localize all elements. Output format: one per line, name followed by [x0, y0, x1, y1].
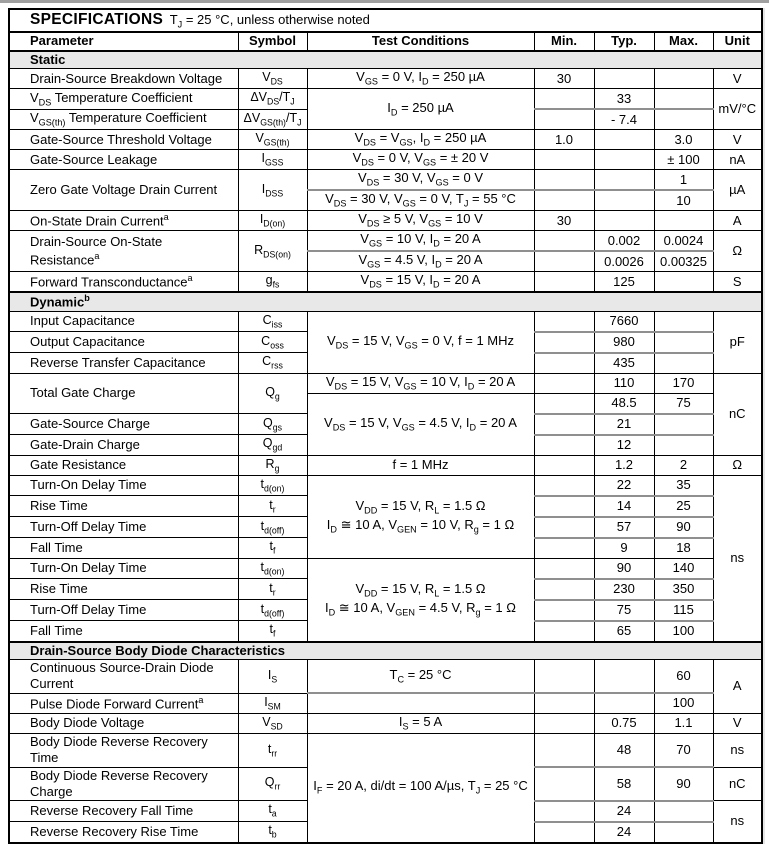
cell-min: [534, 822, 594, 843]
cell-unit: A: [713, 660, 762, 714]
cell-min: [534, 714, 594, 734]
cell-max: [654, 435, 713, 456]
cell-typ: [594, 130, 654, 150]
cell-typ: [594, 190, 654, 211]
cell-typ: 22: [594, 475, 654, 496]
cell-min: [534, 693, 594, 714]
cell-sym: $t_f$: [238, 621, 307, 642]
cell-param: Output Capacitance: [9, 332, 238, 353]
table-row: [9, 69, 762, 89]
cell-max: 3.0: [654, 130, 713, 150]
cell-typ: 7660: [594, 311, 654, 332]
cell-max: 100: [654, 621, 713, 642]
table-row: [9, 373, 762, 393]
cell-max: [654, 822, 713, 843]
table-row: [9, 455, 762, 475]
cell-param: Reverse Transfer Capacitance: [9, 353, 238, 374]
cell-param: Gate-Drain Charge: [9, 435, 238, 456]
cell-max: 1.1: [654, 714, 713, 734]
table-title-cell: [9, 9, 762, 32]
cell-cond: $V_{DS} = 30$ V, $V_{GS} = 0$ V, $T_J = 55$ °C: [307, 190, 534, 211]
cell-param: Body Diode Reverse Recovery Time: [9, 734, 238, 768]
table-row: [9, 170, 762, 191]
cell-max: [654, 801, 713, 822]
cell-min: [534, 455, 594, 475]
cell-min: [534, 170, 594, 191]
spec-table-body: [9, 51, 762, 843]
cell-unit: V: [713, 714, 762, 734]
cell-unit: pF: [713, 311, 762, 373]
cell-param: Drain-Source On-State Resistance$^a$: [9, 231, 238, 272]
cell-min: [534, 767, 594, 801]
cell-min: [534, 475, 594, 496]
cell-typ: 24: [594, 822, 654, 843]
cell-cond: $V_{GS} = 0$ V, $I_D = 250$ µA: [307, 69, 534, 89]
cell-unit: ns: [713, 734, 762, 768]
cell-cond: $V_{GS} = 4.5$ V, $I_D = 20$ A: [307, 251, 534, 272]
cell-max: 170: [654, 373, 713, 393]
cell-min: [534, 89, 594, 110]
cell-param: Input Capacitance: [9, 311, 238, 332]
cell-unit: ns: [713, 801, 762, 843]
cell-min: [534, 251, 594, 272]
table-row: [9, 211, 762, 231]
title-row: [9, 9, 762, 32]
cell-unit: mV/°C: [713, 89, 762, 130]
cell-param: Rise Time: [9, 579, 238, 600]
cell-sym: $t_a$: [238, 801, 307, 822]
cell-cond: $T_C = 25$ °C: [307, 660, 534, 694]
cell-typ: 435: [594, 353, 654, 374]
cell-unit: S: [713, 272, 762, 293]
cell-param: Turn-Off Delay Time: [9, 517, 238, 538]
cell-unit: V: [713, 130, 762, 150]
cell-sym: $Q_g$: [238, 373, 307, 414]
cell-sym: $Q_{gd}$: [238, 435, 307, 456]
cell-max: 60: [654, 660, 713, 694]
cell-min: [534, 435, 594, 456]
section-label: Drain-Source Body Diode Characteristics: [9, 642, 762, 660]
cell-max: ± 100: [654, 150, 713, 170]
cell-cond: $I_D = 250$ µA: [307, 89, 534, 130]
cell-max: 115: [654, 600, 713, 621]
section-label: Dynamic$^b$: [9, 292, 762, 311]
cell-sym: $\Delta V_{GS(th)}/T_J$: [238, 109, 307, 130]
cell-sym: $\Delta V_{DS}/T_J$: [238, 89, 307, 110]
cell-sym: $t_{d(off)}$: [238, 600, 307, 621]
cell-typ: 0.75: [594, 714, 654, 734]
cell-min: [534, 190, 594, 211]
cell-min: 1.0: [534, 130, 594, 150]
cell-min: [534, 600, 594, 621]
cell-param: Continuous Source-Drain Diode Current: [9, 660, 238, 694]
cell-unit: nC: [713, 373, 762, 455]
cell-min: [534, 373, 594, 393]
table-row: [9, 558, 762, 579]
cell-param: Total Gate Charge: [9, 373, 238, 414]
cell-typ: 0.0026: [594, 251, 654, 272]
cell-param: Gate-Source Threshold Voltage: [9, 130, 238, 150]
cell-min: [534, 272, 594, 293]
cell-param: Forward Transconductance$^a$: [9, 272, 238, 293]
title-text: SPECIFICATIONS: [30, 11, 164, 29]
cell-cond: $V_{DS} = 15$ V, $V_{GS} = 10$ V, $I_D = 20$ A: [307, 373, 534, 393]
section-row: [9, 51, 762, 69]
cell-typ: [594, 211, 654, 231]
cell-unit: V: [713, 69, 762, 89]
cell-unit: nA: [713, 150, 762, 170]
cell-sym: $Q_{rr}$: [238, 767, 307, 801]
cell-param: Body Diode Reverse Recovery Charge: [9, 767, 238, 801]
cell-min: [534, 414, 594, 435]
cell-max: 70: [654, 734, 713, 768]
cell-min: [534, 538, 594, 559]
cell-param: $V_{GS(th)}$ Temperature Coefficient: [9, 109, 238, 130]
cell-typ: 110: [594, 373, 654, 393]
cell-max: 1: [654, 170, 713, 191]
cell-sym: $t_{rr}$: [238, 734, 307, 768]
cell-sym: $C_{iss}$: [238, 311, 307, 332]
cell-param: Turn-On Delay Time: [9, 475, 238, 496]
cell-max: 140: [654, 558, 713, 579]
cell-param: Turn-Off Delay Time: [9, 600, 238, 621]
cell-typ: 90: [594, 558, 654, 579]
col-header-symbol: Symbol: [238, 32, 307, 51]
cell-min: [534, 579, 594, 600]
cell-min: [534, 496, 594, 517]
table-row: [9, 660, 762, 694]
cell-sym: $I_{SM}$: [238, 693, 307, 714]
cell-max: [654, 272, 713, 293]
cell-sym: $g_{fs}$: [238, 272, 307, 293]
col-header-unit: Unit: [713, 32, 762, 51]
cell-cond: $V_{DS} = 15$ V, $I_D = 20$ A: [307, 272, 534, 293]
cell-sym: $V_{GS(th)}$: [238, 130, 307, 150]
cell-unit: Ω: [713, 231, 762, 272]
table-row: [9, 150, 762, 170]
cell-max: 0.00325: [654, 251, 713, 272]
cell-sym: $I_S$: [238, 660, 307, 694]
cell-cond: $I_F = 20$ A, di/dt = 100 A/µs, $T_J = 25$ °C: [307, 734, 534, 843]
section-row: [9, 642, 762, 660]
cell-typ: [594, 170, 654, 191]
cell-cond: $V_{GS} = 10$ V, $I_D = 20$ A: [307, 231, 534, 252]
col-header-parameter: Parameter: [9, 32, 238, 51]
cell-min: [534, 517, 594, 538]
cell-cond: $V_{DS} = 15$ V, $V_{GS} = 4.5$ V, $I_D = 20$ A: [307, 393, 534, 455]
cell-sym: $I_{D(on)}$: [238, 211, 307, 231]
cell-min: [534, 558, 594, 579]
cell-min: [534, 734, 594, 768]
cell-max: [654, 109, 713, 130]
cell-param: Gate Resistance: [9, 455, 238, 475]
cell-sym: $R_g$: [238, 455, 307, 475]
table-row: [9, 130, 762, 150]
cell-param: $V_{DS}$ Temperature Coefficient: [9, 89, 238, 110]
cell-typ: [594, 69, 654, 89]
cell-sym: $t_r$: [238, 579, 307, 600]
cell-min: 30: [534, 211, 594, 231]
cell-typ: 1.2: [594, 455, 654, 475]
col-header-test-conditions: Test Conditions: [307, 32, 534, 51]
cell-typ: [594, 150, 654, 170]
cell-cond: $V_{DD} = 15$ V, $R_L = 1.5$ Ω $I_D$ ≅ 10 A, $V_{GEN} = 10$ V, $R_g = 1$ Ω: [307, 475, 534, 558]
cell-max: [654, 69, 713, 89]
cell-unit: Ω: [713, 455, 762, 475]
cell-max: [654, 414, 713, 435]
cell-max: [654, 332, 713, 353]
cell-typ: 980: [594, 332, 654, 353]
cell-sym: $C_{oss}$: [238, 332, 307, 353]
cell-param: Reverse Recovery Rise Time: [9, 822, 238, 843]
cell-max: 10: [654, 190, 713, 211]
cell-typ: 24: [594, 801, 654, 822]
cell-cond: f = 1 MHz: [307, 455, 534, 475]
table-row: [9, 693, 762, 714]
cell-typ: 33: [594, 89, 654, 110]
cell-sym: $I_{DSS}$: [238, 170, 307, 211]
cell-max: 2: [654, 455, 713, 475]
cell-max: 350: [654, 579, 713, 600]
cell-cond: $V_{DS} = 0$ V, $V_{GS}$ = ± 20 V: [307, 150, 534, 170]
cell-max: 0.0024: [654, 231, 713, 252]
cell-max: 25: [654, 496, 713, 517]
cell-cond: $V_{DS} = V_{GS}$, $I_D = 250$ µA: [307, 130, 534, 150]
cell-param: Body Diode Voltage: [9, 714, 238, 734]
table-row: [9, 231, 762, 252]
cell-sym: $t_b$: [238, 822, 307, 843]
cell-typ: 75: [594, 600, 654, 621]
cell-min: 30: [534, 69, 594, 89]
cell-param: Fall Time: [9, 538, 238, 559]
cell-typ: 230: [594, 579, 654, 600]
cell-param: Gate-Source Charge: [9, 414, 238, 435]
page-top-edge: [0, 0, 769, 3]
cell-max: 100: [654, 693, 713, 714]
cell-max: 90: [654, 517, 713, 538]
header-row: [9, 32, 762, 51]
cell-typ: 48.5: [594, 393, 654, 414]
cell-min: [534, 311, 594, 332]
cell-max: [654, 89, 713, 110]
cell-cond: $V_{DS} = 15$ V, $V_{GS} = 0$ V, f = 1 MHz: [307, 311, 534, 373]
cell-min: [534, 150, 594, 170]
cell-min: [534, 660, 594, 694]
table-row: [9, 714, 762, 734]
cell-sym: $I_{GSS}$: [238, 150, 307, 170]
cell-max: [654, 211, 713, 231]
cell-typ: 21: [594, 414, 654, 435]
cell-unit: A: [713, 211, 762, 231]
cell-typ: 0.002: [594, 231, 654, 252]
cell-sym: $t_{d(on)}$: [238, 558, 307, 579]
cell-min: [534, 393, 594, 414]
cell-unit: µA: [713, 170, 762, 211]
cell-cond: $V_{DS} \ge 5$ V, $V_{GS} = 10$ V: [307, 211, 534, 231]
cell-sym: $t_f$: [238, 538, 307, 559]
cell-typ: 65: [594, 621, 654, 642]
cell-min: [534, 231, 594, 252]
specifications-table: [8, 8, 763, 844]
cell-param: Turn-On Delay Time: [9, 558, 238, 579]
cell-param: Zero Gate Voltage Drain Current: [9, 170, 238, 211]
cell-typ: [594, 660, 654, 694]
cell-sym: $C_{rss}$: [238, 353, 307, 374]
cell-min: [534, 621, 594, 642]
col-header-min: Min.: [534, 32, 594, 51]
table-row: [9, 311, 762, 332]
cell-sym: $t_{d(on)}$: [238, 475, 307, 496]
section-label: Static: [9, 51, 762, 69]
cell-param: Gate-Source Leakage: [9, 150, 238, 170]
cell-param: Reverse Recovery Fall Time: [9, 801, 238, 822]
table-row: [9, 89, 762, 110]
cell-cond: $I_S = 5$ A: [307, 714, 534, 734]
cell-sym: $V_{DS}$: [238, 69, 307, 89]
cell-min: [534, 109, 594, 130]
cell-sym: $t_r$: [238, 496, 307, 517]
cell-max: 90: [654, 767, 713, 801]
cell-sym: $V_{SD}$: [238, 714, 307, 734]
cell-min: [534, 801, 594, 822]
table-row: [9, 475, 762, 496]
cell-param: Drain-Source Breakdown Voltage: [9, 69, 238, 89]
cell-typ: 12: [594, 435, 654, 456]
table-row: [9, 734, 762, 768]
cell-sym: $R_{DS(on)}$: [238, 231, 307, 272]
cell-max: [654, 311, 713, 332]
cell-max: 18: [654, 538, 713, 559]
cell-cond: $V_{DS} = 30$ V, $V_{GS} = 0$ V: [307, 170, 534, 191]
col-header-typ: Typ.: [594, 32, 654, 51]
cell-min: [534, 353, 594, 374]
cell-param: On-State Drain Current$^a$: [9, 211, 238, 231]
cell-param: Fall Time: [9, 621, 238, 642]
cell-param: Pulse Diode Forward Current$^a$: [9, 693, 238, 714]
cell-typ: - 7.4: [594, 109, 654, 130]
cell-param: Rise Time: [9, 496, 238, 517]
cell-max: 35: [654, 475, 713, 496]
cell-unit: ns: [713, 475, 762, 642]
cell-typ: 48: [594, 734, 654, 768]
cell-sym: $t_{d(off)}$: [238, 517, 307, 538]
cell-typ: 125: [594, 272, 654, 293]
cell-min: [534, 332, 594, 353]
cell-max: 75: [654, 393, 713, 414]
cell-typ: 14: [594, 496, 654, 517]
cell-typ: 57: [594, 517, 654, 538]
title-note: $T_J = 25$ °C, unless otherwise noted: [169, 12, 370, 30]
cell-cond: $V_{DD} = 15$ V, $R_L = 1.5$ Ω $I_D$ ≅ 10 A, $V_{GEN} = 4.5$ V, $R_g = 1$ Ω: [307, 558, 534, 642]
cell-typ: [594, 693, 654, 714]
cell-max: [654, 353, 713, 374]
cell-sym: $Q_{gs}$: [238, 414, 307, 435]
section-row: [9, 292, 762, 311]
cell-typ: 58: [594, 767, 654, 801]
cell-unit: nC: [713, 767, 762, 801]
cell-typ: 9: [594, 538, 654, 559]
table-row: [9, 272, 762, 293]
col-header-max: Max.: [654, 32, 713, 51]
cell-cond: [307, 693, 534, 714]
